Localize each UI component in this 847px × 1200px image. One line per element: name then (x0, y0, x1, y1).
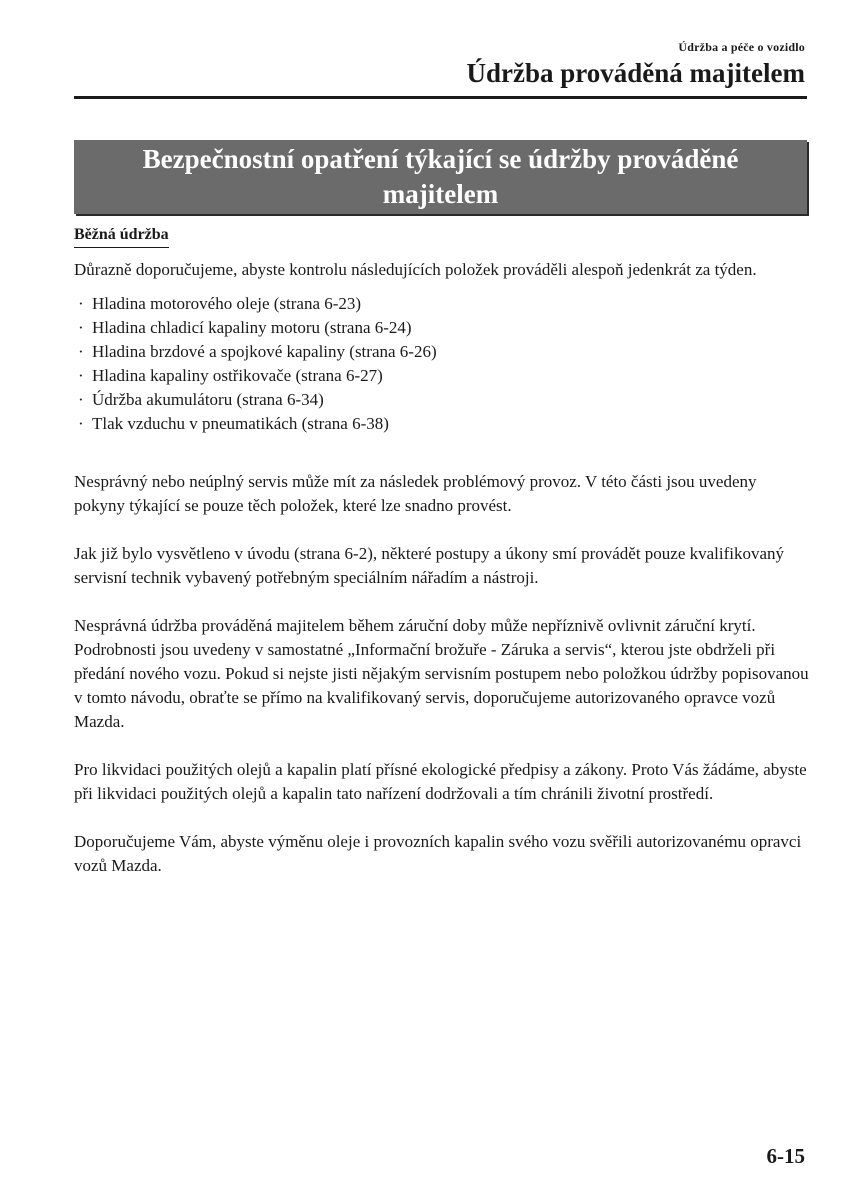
intro-paragraph: Důrazně doporučujeme, abyste kontrolu následujících položek prováděli alespoň jedenkrát za týden. (74, 260, 757, 279)
list-item: · Hladina brzdové a spojkové kapaliny (strana 6-26) (74, 340, 809, 364)
banner-title-line-2: majitelem (382, 179, 499, 209)
list-item: · Hladina kapaliny ostřikovače (strana 6-27) (74, 364, 809, 388)
body-paragraph: Nesprávná údržba prováděná majitelem během záruční doby může nepříznivě ovlivnit záruční krytí. Podrobnosti jsou uvedeny v samostatné „Informační brožuře - Záruka a servis“, kterou jste obdrželi při předání nového vozu. Pokud si nejste jisti nějakým servisním postupem nebo položkou údržby popisovanou v tomto návodu, obraťte se přímo na kvalifikovaný servis, doporučujeme autorizovaného opravce vozů Mazda. (74, 616, 809, 731)
page-number: 6-15 (766, 1144, 805, 1168)
chapter-title: Údržba a péče o vozidlo (678, 40, 805, 54)
list-item: · Údržba akumulátoru (strana 6-34) (74, 388, 809, 412)
body-paragraph: Doporučujeme Vám, abyste výměnu oleje i provozních kapalin svého vozu svěřili autorizovanému opravci vozů Mazda. (74, 832, 802, 875)
section-banner (74, 140, 807, 214)
body-content (74, 258, 809, 878)
bullet-icon: · (78, 366, 84, 385)
bullet-icon: · (78, 294, 84, 313)
bullet-icon: · (78, 318, 84, 337)
body-paragraph: Pro likvidaci použitých olejů a kapalin platí přísné ekologické předpisy a zákony. Proto Vás žádáme, abyste při likvidaci použitých olejů a kapalin tato nařízení dodržovali a tím chránili životní prostředí. (74, 760, 807, 803)
page-title: Údržba prováděná majitelem (466, 58, 805, 88)
header-divider (74, 96, 807, 99)
body-paragraph: Nesprávný nebo neúplný servis může mít za následek problémový provoz. V této části jsou uvedeny pokyny týkající se pouze těch položek, které lze snadno provést. (74, 472, 757, 515)
bullet-icon: · (78, 414, 84, 433)
maintenance-checklist (74, 292, 809, 436)
body-paragraph: Jak již bylo vysvětleno v úvodu (strana 6-2), některé postupy a úkony smí provádět pouze kvalifikovaný servisní technik vybavený potřebným speciálním nářadím a nástroji. (74, 544, 785, 587)
section-heading: Běžná údržba (74, 226, 169, 248)
bullet-icon: · (78, 390, 84, 409)
list-item: · Hladina chladicí kapaliny motoru (strana 6-24) (74, 316, 809, 340)
banner-title-line-1: Bezpečnostní opatření týkající se údržby prováděné (142, 144, 739, 174)
list-item: · Tlak vzduchu v pneumatikách (strana 6-38) (74, 412, 809, 436)
list-item: · Hladina motorového oleje (strana 6-23) (74, 292, 809, 316)
bullet-icon: · (78, 342, 84, 361)
